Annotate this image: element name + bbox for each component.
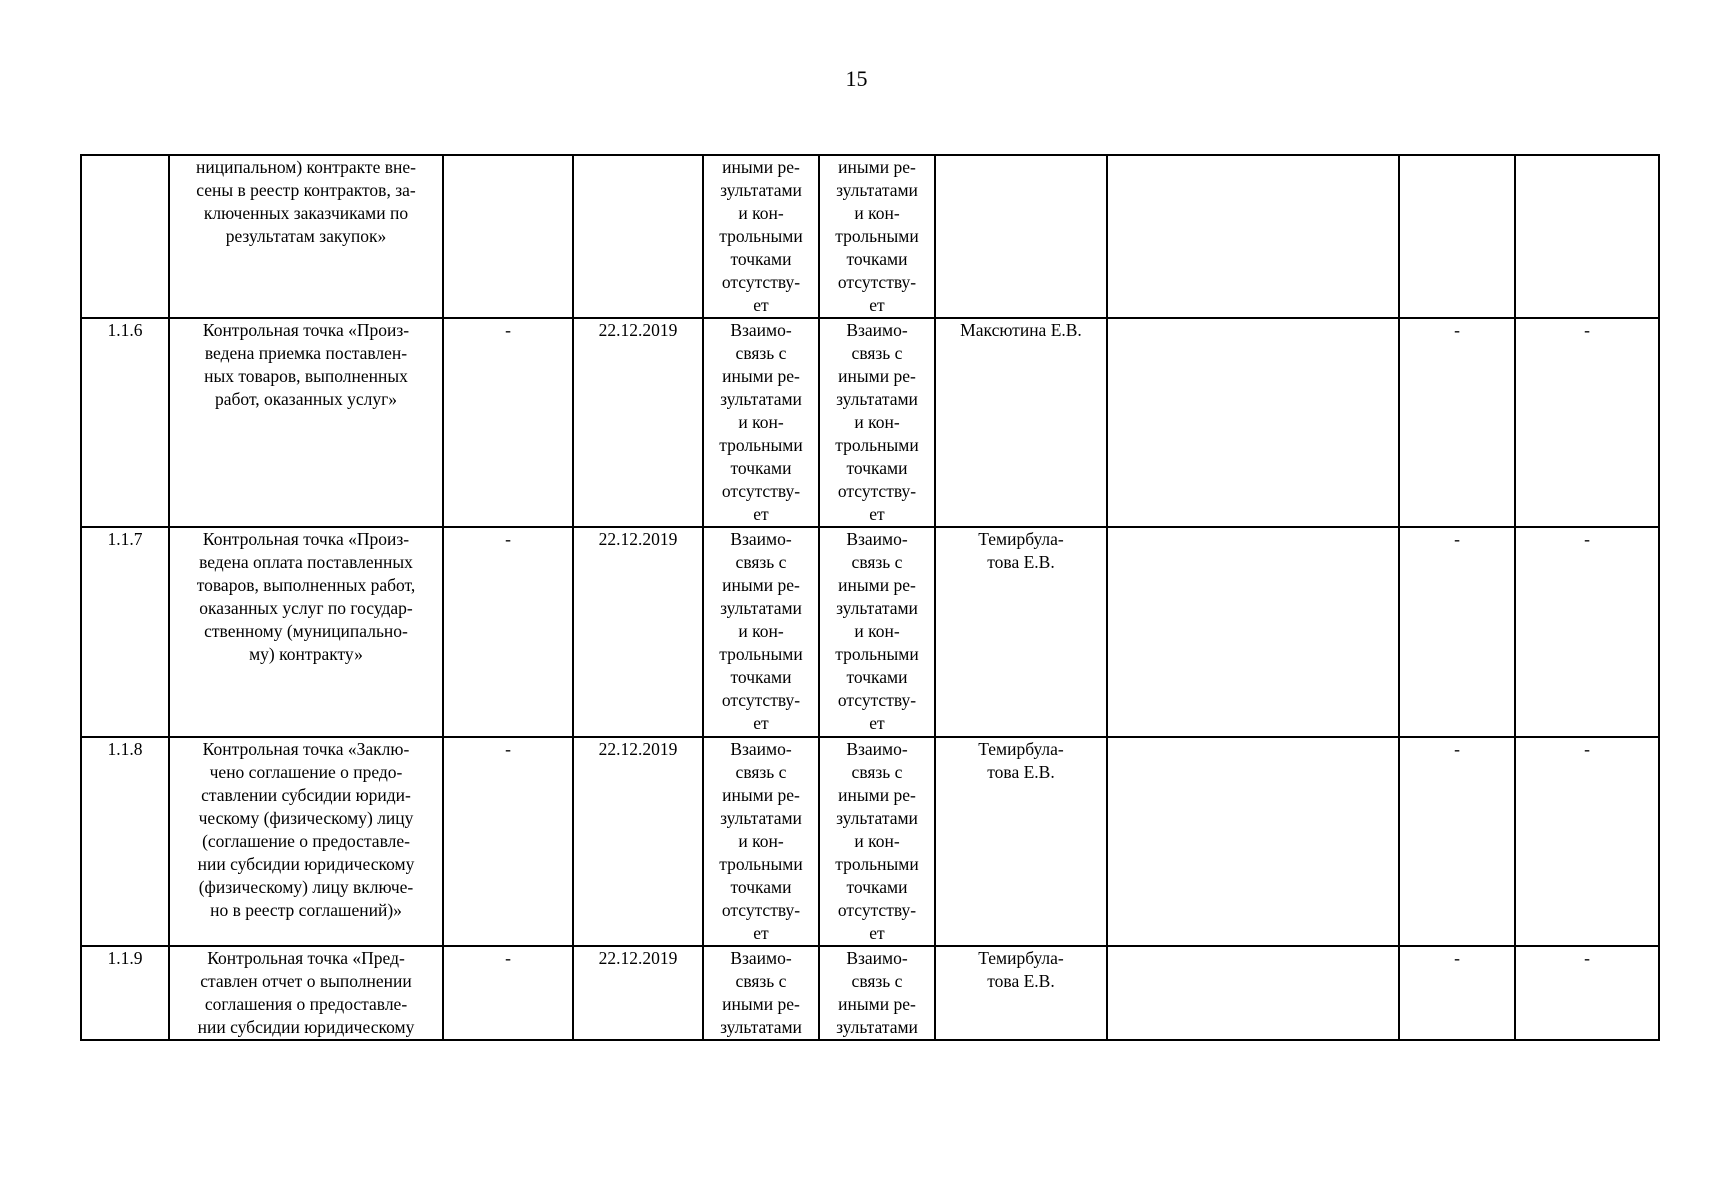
responsible-cell: Максютина Е.В.	[935, 318, 1107, 527]
control-point-name-cell: ниципальном) контракте вне- сены в реестр контрактов, за- ключенных заказчиками по результатам закупок»	[169, 155, 443, 318]
responsible-cell: Темирбула- това Е.В.	[935, 737, 1107, 946]
table-row	[81, 527, 1659, 737]
control-point-name-cell: Контрольная точка «Пред- ставлен отчет о выполнении соглашения о предоставле- нии субсидии юридическому	[169, 946, 443, 1040]
relation-cell-1: Взаимо- связь с иными ре- зультатами и кон- трольными точками отсутству- ет	[703, 318, 819, 527]
end-date-cell: 22.12.2019	[573, 318, 703, 527]
table-row	[81, 155, 1659, 318]
control-point-name-cell: Контрольная точка «Произ- ведена приемка поставлен- ных товаров, выполненных работ, оказанных услуг»	[169, 318, 443, 527]
details-cell	[1107, 737, 1399, 946]
details-cell	[1107, 155, 1399, 318]
control-point-name-cell: Контрольная точка «Произ- ведена оплата поставленных товаров, выполненных работ, оказанных услуг по государ- ственному (муниципально- му) контракту»	[169, 527, 443, 737]
relation-cell-1: Взаимо- связь с иными ре- зультатами и кон- трольными точками отсутству- ет	[703, 737, 819, 946]
table-row	[81, 737, 1659, 946]
start-date-cell: -	[443, 737, 573, 946]
row-number-cell: 1.1.7	[81, 527, 169, 737]
row-number-cell: 1.1.8	[81, 737, 169, 946]
end-date-cell: 22.12.2019	[573, 946, 703, 1040]
column-10-cell	[1515, 155, 1659, 318]
start-date-cell: -	[443, 946, 573, 1040]
start-date-cell: -	[443, 318, 573, 527]
relation-cell-2: Взаимо- связь с иными ре- зультатами	[819, 946, 935, 1040]
end-date-cell: 22.12.2019	[573, 527, 703, 737]
row-number-cell: 1.1.9	[81, 946, 169, 1040]
end-date-cell: 22.12.2019	[573, 737, 703, 946]
start-date-cell	[443, 155, 573, 318]
details-cell	[1107, 946, 1399, 1040]
start-date-cell: -	[443, 527, 573, 737]
column-10-cell: -	[1515, 318, 1659, 527]
table-row	[81, 318, 1659, 527]
end-date-cell	[573, 155, 703, 318]
table-row	[81, 946, 1659, 1040]
column-10-cell: -	[1515, 527, 1659, 737]
control-points-table	[80, 154, 1660, 1041]
responsible-cell	[935, 155, 1107, 318]
page-number: 15	[845, 66, 868, 91]
relation-cell-2: Взаимо- связь с иными ре- зультатами и кон- трольными точками отсутству- ет	[819, 737, 935, 946]
column-10-cell: -	[1515, 737, 1659, 946]
column-9-cell: -	[1399, 318, 1515, 527]
relation-cell-2: Взаимо- связь с иными ре- зультатами и кон- трольными точками отсутству- ет	[819, 318, 935, 527]
relation-cell-1: иными ре- зультатами и кон- трольными точками отсутству- ет	[703, 155, 819, 318]
responsible-cell: Темирбула- това Е.В.	[935, 527, 1107, 737]
column-9-cell: -	[1399, 946, 1515, 1040]
responsible-cell: Темирбула- това Е.В.	[935, 946, 1107, 1040]
row-number-cell	[81, 155, 169, 318]
column-9-cell	[1399, 155, 1515, 318]
relation-cell-1: Взаимо- связь с иными ре- зультатами	[703, 946, 819, 1040]
relation-cell-2: иными ре- зультатами и кон- трольными точками отсутству- ет	[819, 155, 935, 318]
relation-cell-1: Взаимо- связь с иными ре- зультатами и кон- трольными точками отсутству- ет	[703, 527, 819, 737]
column-9-cell: -	[1399, 737, 1515, 946]
relation-cell-2: Взаимо- связь с иными ре- зультатами и кон- трольными точками отсутству- ет	[819, 527, 935, 737]
column-10-cell: -	[1515, 946, 1659, 1040]
details-cell	[1107, 527, 1399, 737]
row-number-cell: 1.1.6	[81, 318, 169, 527]
column-9-cell: -	[1399, 527, 1515, 737]
control-point-name-cell: Контрольная точка «Заклю- чено соглашение о предо- ставлении субсидии юриди- ческому (физическому) лицу (соглашение о предоставле- нии субсидии юридическому (физическому) лицу включе- но в реестр соглашений)»	[169, 737, 443, 946]
details-cell	[1107, 318, 1399, 527]
